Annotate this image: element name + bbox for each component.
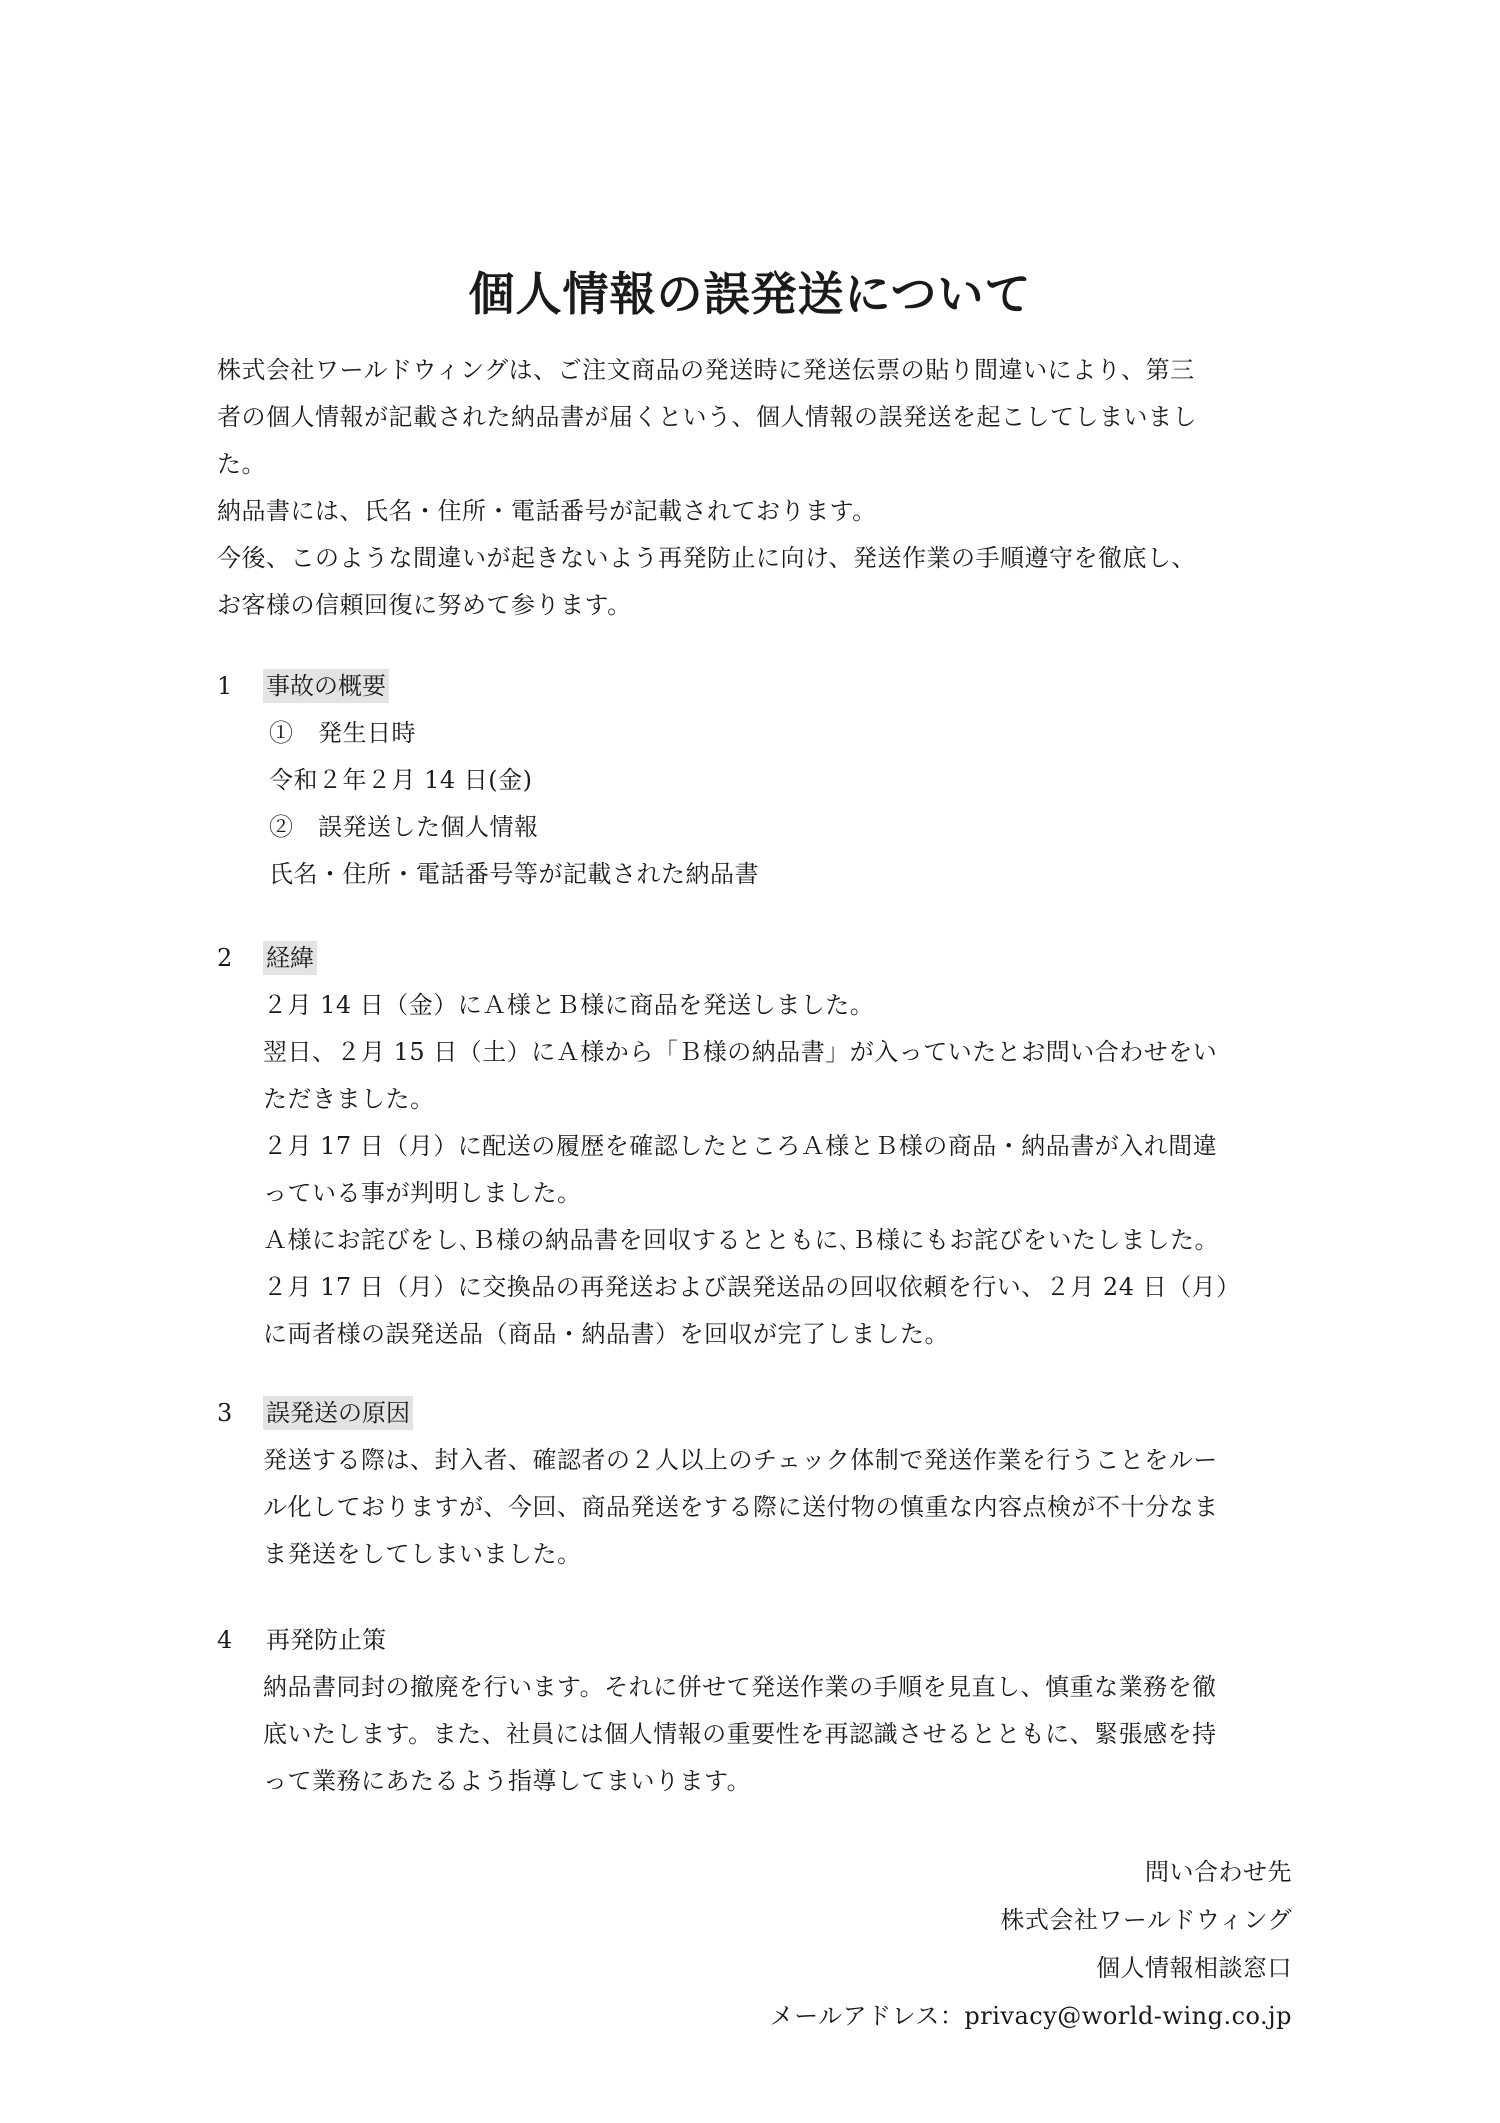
section-incident-overview	[217, 663, 1317, 898]
section-title: 誤発送の原因	[263, 1396, 413, 1430]
occurrence-date: 令和２年２月 14 日(金)	[269, 766, 533, 794]
section-title: 事故の概要	[263, 669, 389, 703]
intro-line: 今後、このような間違いが起きないよう再発防止に向け、発送作業の手順遵守を徹底し、	[217, 544, 1197, 572]
intro-line: 納品書には、氏名・住所・電話番号が記載されております。	[217, 497, 877, 525]
section-line: ル化しておりますが、今回、商品発送をする際に送付物の慎重な内容点検が不十分なま	[263, 1493, 1219, 1521]
contact-email: メールアドレス：privacy@world-wing.co.jp	[769, 2002, 1292, 2030]
section-number: 3	[217, 1399, 233, 1427]
contact-department: 個人情報相談窓口	[1096, 1954, 1292, 1982]
intro-paragraph	[217, 347, 1297, 629]
section-line: って業務にあたるよう指導してまいります。	[263, 1767, 752, 1795]
section-heading	[217, 663, 1317, 710]
section-title: 再発防止策	[266, 1626, 386, 1654]
section-prevention	[217, 1617, 1317, 1805]
section-cause	[217, 1390, 1317, 1578]
intro-line: た。	[217, 450, 266, 478]
intro-line: 者の個人情報が記載された納品書が届くという、個人情報の誤発送を起こしてしまいまし	[217, 403, 1197, 431]
section-body	[217, 710, 1317, 898]
page-title: 個人情報の誤発送について	[468, 267, 1032, 321]
section-heading	[217, 935, 1317, 982]
section-heading	[217, 1390, 1317, 1437]
section-line: 翌日、２月 15 日（土）にＡ様から「Ｂ様の納品書」が入っていたとお問い合わせをい	[263, 1038, 1218, 1066]
section-line: ２月 17 日（月）に配送の履歴を確認したところＡ様とＢ様の商品・納品書が入れ間違	[263, 1132, 1218, 1160]
section-title: 経緯	[263, 941, 317, 975]
section-heading	[217, 1617, 1317, 1664]
subheading-personal-info: ② 誤発送した個人情報	[269, 813, 539, 841]
section-number: 4	[217, 1626, 233, 1654]
section-line: 発送する際は、封入者、確認者の２人以上のチェック体制で発送作業を行うことをルー	[263, 1446, 1218, 1474]
section-line: 底いたします。また、社員には個人情報の重要性を再認識させるとともに、緊張感を持	[263, 1720, 1217, 1748]
section-line: ま発送をしてしまいました。	[263, 1540, 582, 1568]
section-body	[217, 1664, 1317, 1805]
section-line: ただきました。	[263, 1085, 435, 1113]
section-line: 納品書同封の撤廃を行います。それに併せて発送作業の手順を見直し、慎重な業務を徹	[263, 1673, 1217, 1701]
intro-line: 株式会社ワールドウィングは、ご注文商品の発送時に発送伝票の貼り間違いにより、第三	[217, 356, 1195, 384]
personal-info-detail: 氏名・住所・電話番号等が記載された納品書	[269, 860, 759, 888]
section-line: ２月 14 日（金）にＡ様とＢ様に商品を発送しました。	[263, 991, 875, 1019]
contact-block	[770, 1848, 1292, 2040]
section-body	[217, 1437, 1317, 1578]
intro-line: お客様の信頼回復に努めて参ります。	[217, 591, 632, 619]
subheading-date: ① 発生日時	[269, 719, 416, 747]
section-line: っている事が判明しました。	[263, 1179, 582, 1207]
section-line: に両者様の誤発送品（商品・納品書）を回収が完了しました。	[263, 1320, 949, 1348]
section-background	[217, 935, 1317, 1358]
contact-heading: 問い合わせ先	[1145, 1858, 1292, 1886]
contact-company: 株式会社ワールドウィング	[1000, 1906, 1292, 1934]
section-number: 1	[217, 672, 233, 700]
section-number: 2	[217, 944, 233, 972]
section-line: ２月 17 日（月）に交換品の再発送および誤発送品の回収依頼を行い、２月 24 日（月）	[263, 1273, 1241, 1301]
section-body	[217, 982, 1317, 1358]
section-line: Ａ様にお詫びをし､Ｂ様の納品書を回収するとともに､Ｂ様にもお詫びをいたしました。	[263, 1226, 1219, 1254]
